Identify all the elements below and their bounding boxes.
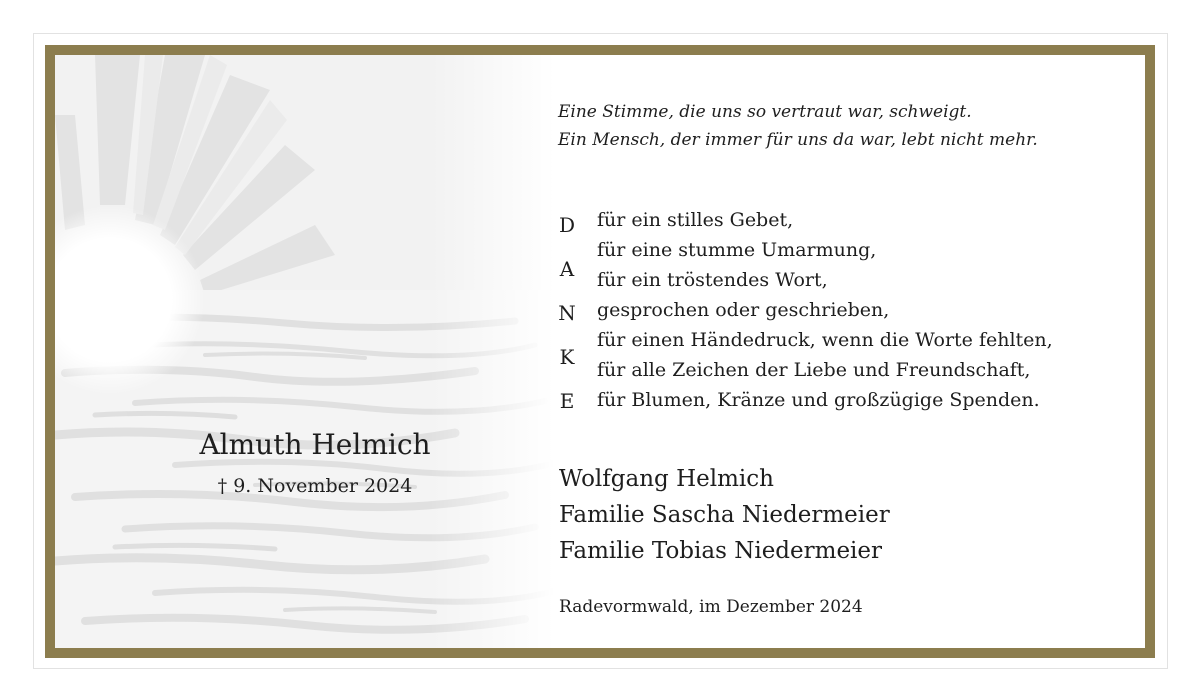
- sun-over-sea-illustration: [55, 55, 555, 648]
- place-and-date: Radevormwald, im Dezember 2024: [559, 597, 863, 617]
- thanks-line: für Blumen, Kränze und großzügige Spenden.: [597, 389, 1040, 411]
- memorial-quote: [558, 98, 1038, 154]
- death-date: † 9. November 2024: [217, 475, 413, 497]
- signatory: Familie Sascha Niedermeier: [559, 502, 890, 528]
- thanks-line: für einen Händedruck, wenn die Worte fehlten,: [597, 329, 1053, 351]
- thanks-list: [597, 205, 1053, 415]
- danke-letter: N: [558, 301, 576, 325]
- danke-letter: K: [559, 345, 575, 369]
- quote-line: Ein Mensch, der immer für uns da war, lebt nicht mehr.: [558, 130, 1038, 150]
- danke-letter: D: [558, 213, 576, 237]
- signatory: Wolfgang Helmich: [559, 466, 774, 492]
- quote-line: Eine Stimme, die uns so vertraut war, schweigt.: [558, 102, 972, 122]
- thanks-line: für eine stumme Umarmung,: [597, 239, 877, 261]
- danke-acrostic: [555, 203, 579, 423]
- thanks-line: für alle Zeichen der Liebe und Freundschaft,: [597, 359, 1031, 381]
- danke-letter: E: [559, 389, 575, 413]
- deceased-info: [165, 427, 465, 499]
- thanks-line: für ein stilles Gebet,: [597, 209, 794, 231]
- thanks-line: für ein tröstendes Wort,: [597, 269, 828, 291]
- deceased-name: Almuth Helmich: [199, 428, 431, 461]
- card-frame: [45, 45, 1155, 658]
- signatories: [559, 461, 890, 569]
- thanks-line: gesprochen oder geschrieben,: [597, 299, 890, 321]
- signatory: Familie Tobias Niedermeier: [559, 538, 883, 564]
- danke-letter: A: [559, 257, 575, 281]
